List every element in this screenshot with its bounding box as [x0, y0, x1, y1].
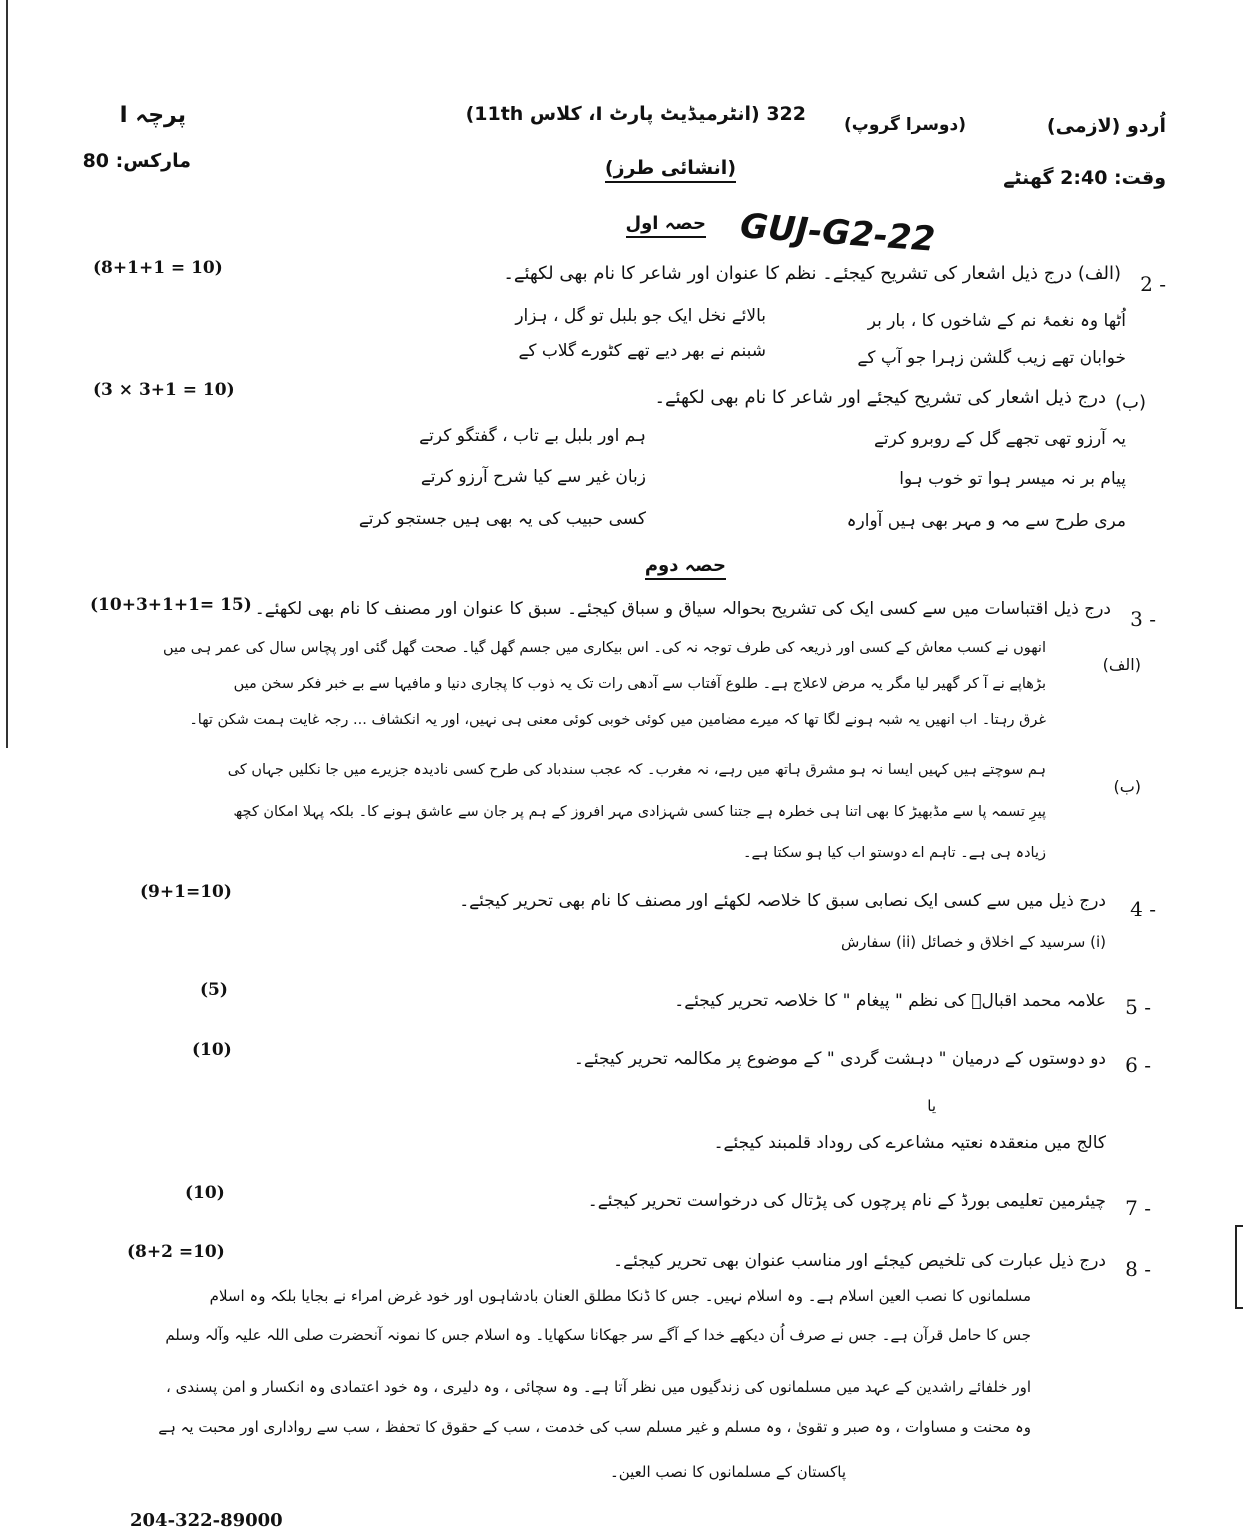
- q3-marks: (10+3+1+1= 15): [90, 595, 252, 615]
- q8-passage-line-3: اور خلفائے راشدین کے عہد میں مسلمانوں کی زندگیوں میں نظر آتا ہے۔ وہ سچائی ، وہ دلیری ، وہ خود اعتمادی وہ انکسار و امن پسندی ،: [165, 1378, 1031, 1396]
- q2b-verse-left-3: کسی حبیب کی یہ بھی ہیں جستجو کرتے: [358, 509, 646, 529]
- q2b-label: (ب): [1115, 392, 1146, 413]
- q3a-line-2: بڑھاپے نے آ کر گھیر لیا مگر یہ مرض لاعلاج ہے۔ طلوع آفتاب سے آدھی رات تک یہ ذوب کا پجاری دنیا و مافیہا سے بے خبر فکر سخن میں: [233, 676, 1046, 692]
- q4-options: (i) سرسید کے اخلاق و خصائل (ii) سفارش: [841, 933, 1106, 951]
- subject-label: اُردو (لازمی): [1046, 115, 1166, 137]
- q6-number: 6 -: [1125, 1053, 1151, 1077]
- q4-marks: (9+1=10): [140, 882, 232, 902]
- q2-number: 2 -: [1140, 272, 1166, 296]
- q6-instruction: دو دوستوں کے درمیان " دہشت گردی " کے موضوع پر مکالمہ تحریر کیجئے۔: [573, 1049, 1106, 1069]
- q2b-verse-left-2: زبان غیر سے کیا شرح آرزو کرتے: [420, 467, 646, 487]
- q2a-verse-right-2: خوابان تھے زیب گلشن زہرا جو آپ کے: [857, 348, 1126, 368]
- paper-code: 204-322-89000: [130, 1510, 283, 1531]
- q7-instruction: چیئرمین تعلیمی بورڈ کے نام پرچوں کی پڑتال کی درخواست تحریر کیجئے۔: [587, 1191, 1106, 1211]
- q4-instruction: درج ذیل میں سے کسی ایک نصابی سبق کا خلاصہ لکھئے اور مصنف کا نام بھی تحریر کیجئے۔: [459, 891, 1106, 911]
- q3b-label: (ب): [1113, 777, 1141, 796]
- q5-number: 5 -: [1125, 995, 1151, 1019]
- group-label: (دوسرا گروپ): [844, 115, 966, 135]
- q2a-marks: (8+1+1 = 10): [93, 258, 223, 278]
- q6-or: یا: [927, 1097, 936, 1115]
- q8-instruction: درج ذیل عبارت کی تلخیص کیجئے اور مناسب عنوان بھی تحریر کیجئے۔: [613, 1251, 1106, 1271]
- q8-passage-line-2: جس کا حامل قرآن ہے۔ جس نے صرف اُن دیکھے خدا کے آگے سر جھکانا سکھایا۔ وہ اسلام جس کا نمونہ آنحضرت صلی اللہ علیہ وآلہ وسلم: [165, 1326, 1031, 1344]
- q8-number: 8 -: [1125, 1257, 1151, 1281]
- q3b-line-3: زیادہ ہی ہے۔ تاہم اے دوستو اب کیا ہو سکتا ہے۔: [743, 845, 1046, 861]
- part-one-title: حصہ اول: [626, 213, 707, 238]
- q4-number: 4 -: [1130, 897, 1156, 921]
- q3a-label: (الف): [1102, 655, 1141, 674]
- q2a-verse-left-1: بالائے نخل ایک جو بلبل تو گل ، ہزار: [515, 306, 766, 326]
- q2a-verse-left-2: شبنم نے بھر دیے تھے کٹورے گلاب کے: [518, 341, 766, 361]
- paper-type: (انشائی طرز): [605, 157, 736, 183]
- q3b-line-2: پیرِ تسمہ پا سے مڈبھیڑ کا بھی اتنا ہی خطرہ ہے جتنا کسی شہزادی مہر افروز کے ہم پر جان سے عاشق ہونے کا۔ بلکہ پہلا امکان کچھ: [233, 804, 1046, 820]
- q3b-line-1: ہم سوچتے ہیں کہیں ایسا نہ ہو مشرق ہاتھ میں رہے، نہ مغرب۔ کہ عجب سندباد کی طرح کسی نادیدہ جزیرے میں جا نکلیں جہاں کی: [227, 762, 1046, 778]
- q2a-verse-right-1: اُٹھا وہ نغمۂ نم کے شاخوں کا ، بار بر: [867, 311, 1126, 331]
- q8-passage-line-1: مسلمانوں کا نصب العین اسلام ہے۔ وہ اسلام نہیں۔ جس کا ڈنکا مطلق العنان بادشاہوں اور خود غرض امراء نے بجایا بلکہ وہ اسلام: [209, 1287, 1031, 1305]
- q3a-line-1: انھوں نے کسب معاش کے کسی اور ذریعہ کی طرف توجہ نہ کی۔ اس بیکاری میں جسم گھل گیا۔ صحت گھل گئی اور پچاس سال کی عمر ہی میں: [162, 640, 1046, 656]
- q8-passage-line-4: وہ محنت و مساوات ، وہ صبر و تقویٰ ، وہ مسلم و غیر مسلم سب کی خدمت ، سب کے حقوق کا تحفظ ، سب سے رواداری اور محبت یہ ہے: [158, 1418, 1031, 1436]
- scan-bracket-mark: [1235, 1225, 1243, 1309]
- q8-passage-line-5: پاکستان کے مسلمانوں کا نصب العین۔: [609, 1463, 846, 1481]
- scan-edge-line: [6, 0, 8, 748]
- q7-marks: (10): [185, 1183, 225, 1203]
- part-two-title: حصہ دوم: [645, 555, 726, 580]
- q2b-verse-right-3: مری طرح سے مہ و مہر بھی ہیں آوارہ: [846, 511, 1126, 531]
- q2b-verse-left-1: ہم اور بلبل بے تاب ، گفتگو کرتے: [419, 426, 646, 446]
- paper-label: پرچہ I: [119, 103, 186, 128]
- handwritten-code: GUJ-G2-22: [738, 206, 937, 260]
- q7-number: 7 -: [1125, 1196, 1151, 1220]
- q6-alternative: کالج میں منعقدہ نعتیہ مشاعرے کی روداد قلمبند کیجئے۔: [713, 1133, 1106, 1153]
- q5-marks: (5): [200, 980, 228, 1000]
- time-allowed: وقت: 2:40 گھنٹے: [1003, 167, 1166, 189]
- exam-title: 322 (انٹرمیڈیٹ پارٹ I، کلاس 11th): [465, 103, 806, 125]
- q3a-line-3: غرق رہتا۔ اب انھیں یہ شبہ ہونے لگا تھا کہ میرے مضامین میں کوئی خوبی کوئی معنی ہی نہیں، اور یہ انکشاف ... رجہ غایت ہمت شکن تھا۔: [189, 712, 1046, 728]
- q2b-verse-right-1: یہ آرزو تھی تجھے گل کے روبرو کرتے: [873, 429, 1126, 449]
- q5-instruction: علامہ محمد اقبالؒ کی نظم " پیغام " کا خلاصہ تحریر کیجئے۔: [674, 991, 1106, 1011]
- q6-marks: (10): [192, 1040, 232, 1060]
- q3-number: 3 -: [1130, 607, 1156, 631]
- q2a-instruction: (الف) درج ذیل اشعار کی تشریح کیجئے۔ نظم کا عنوان اور شاعر کا نام بھی لکھئے۔: [503, 263, 1121, 284]
- q2b-verse-right-2: پیام بر نہ میسر ہوا تو خوب ہوا: [899, 469, 1126, 489]
- q8-marks: (8+2 =10): [127, 1242, 225, 1262]
- q2b-marks: (3 × 3+1 = 10): [93, 380, 235, 400]
- q3-instruction: درج ذیل اقتباسات میں سے کسی ایک کی تشریح بحوالہ سیاق و سباق کیجئے۔ سبق کا عنوان اور مصنف کا نام بھی لکھئے۔: [254, 599, 1111, 619]
- q2b-instruction: درج ذیل اشعار کی تشریح کیجئے اور شاعر کا نام بھی لکھئے۔: [654, 387, 1106, 408]
- total-marks: مارکس: 80: [82, 150, 191, 172]
